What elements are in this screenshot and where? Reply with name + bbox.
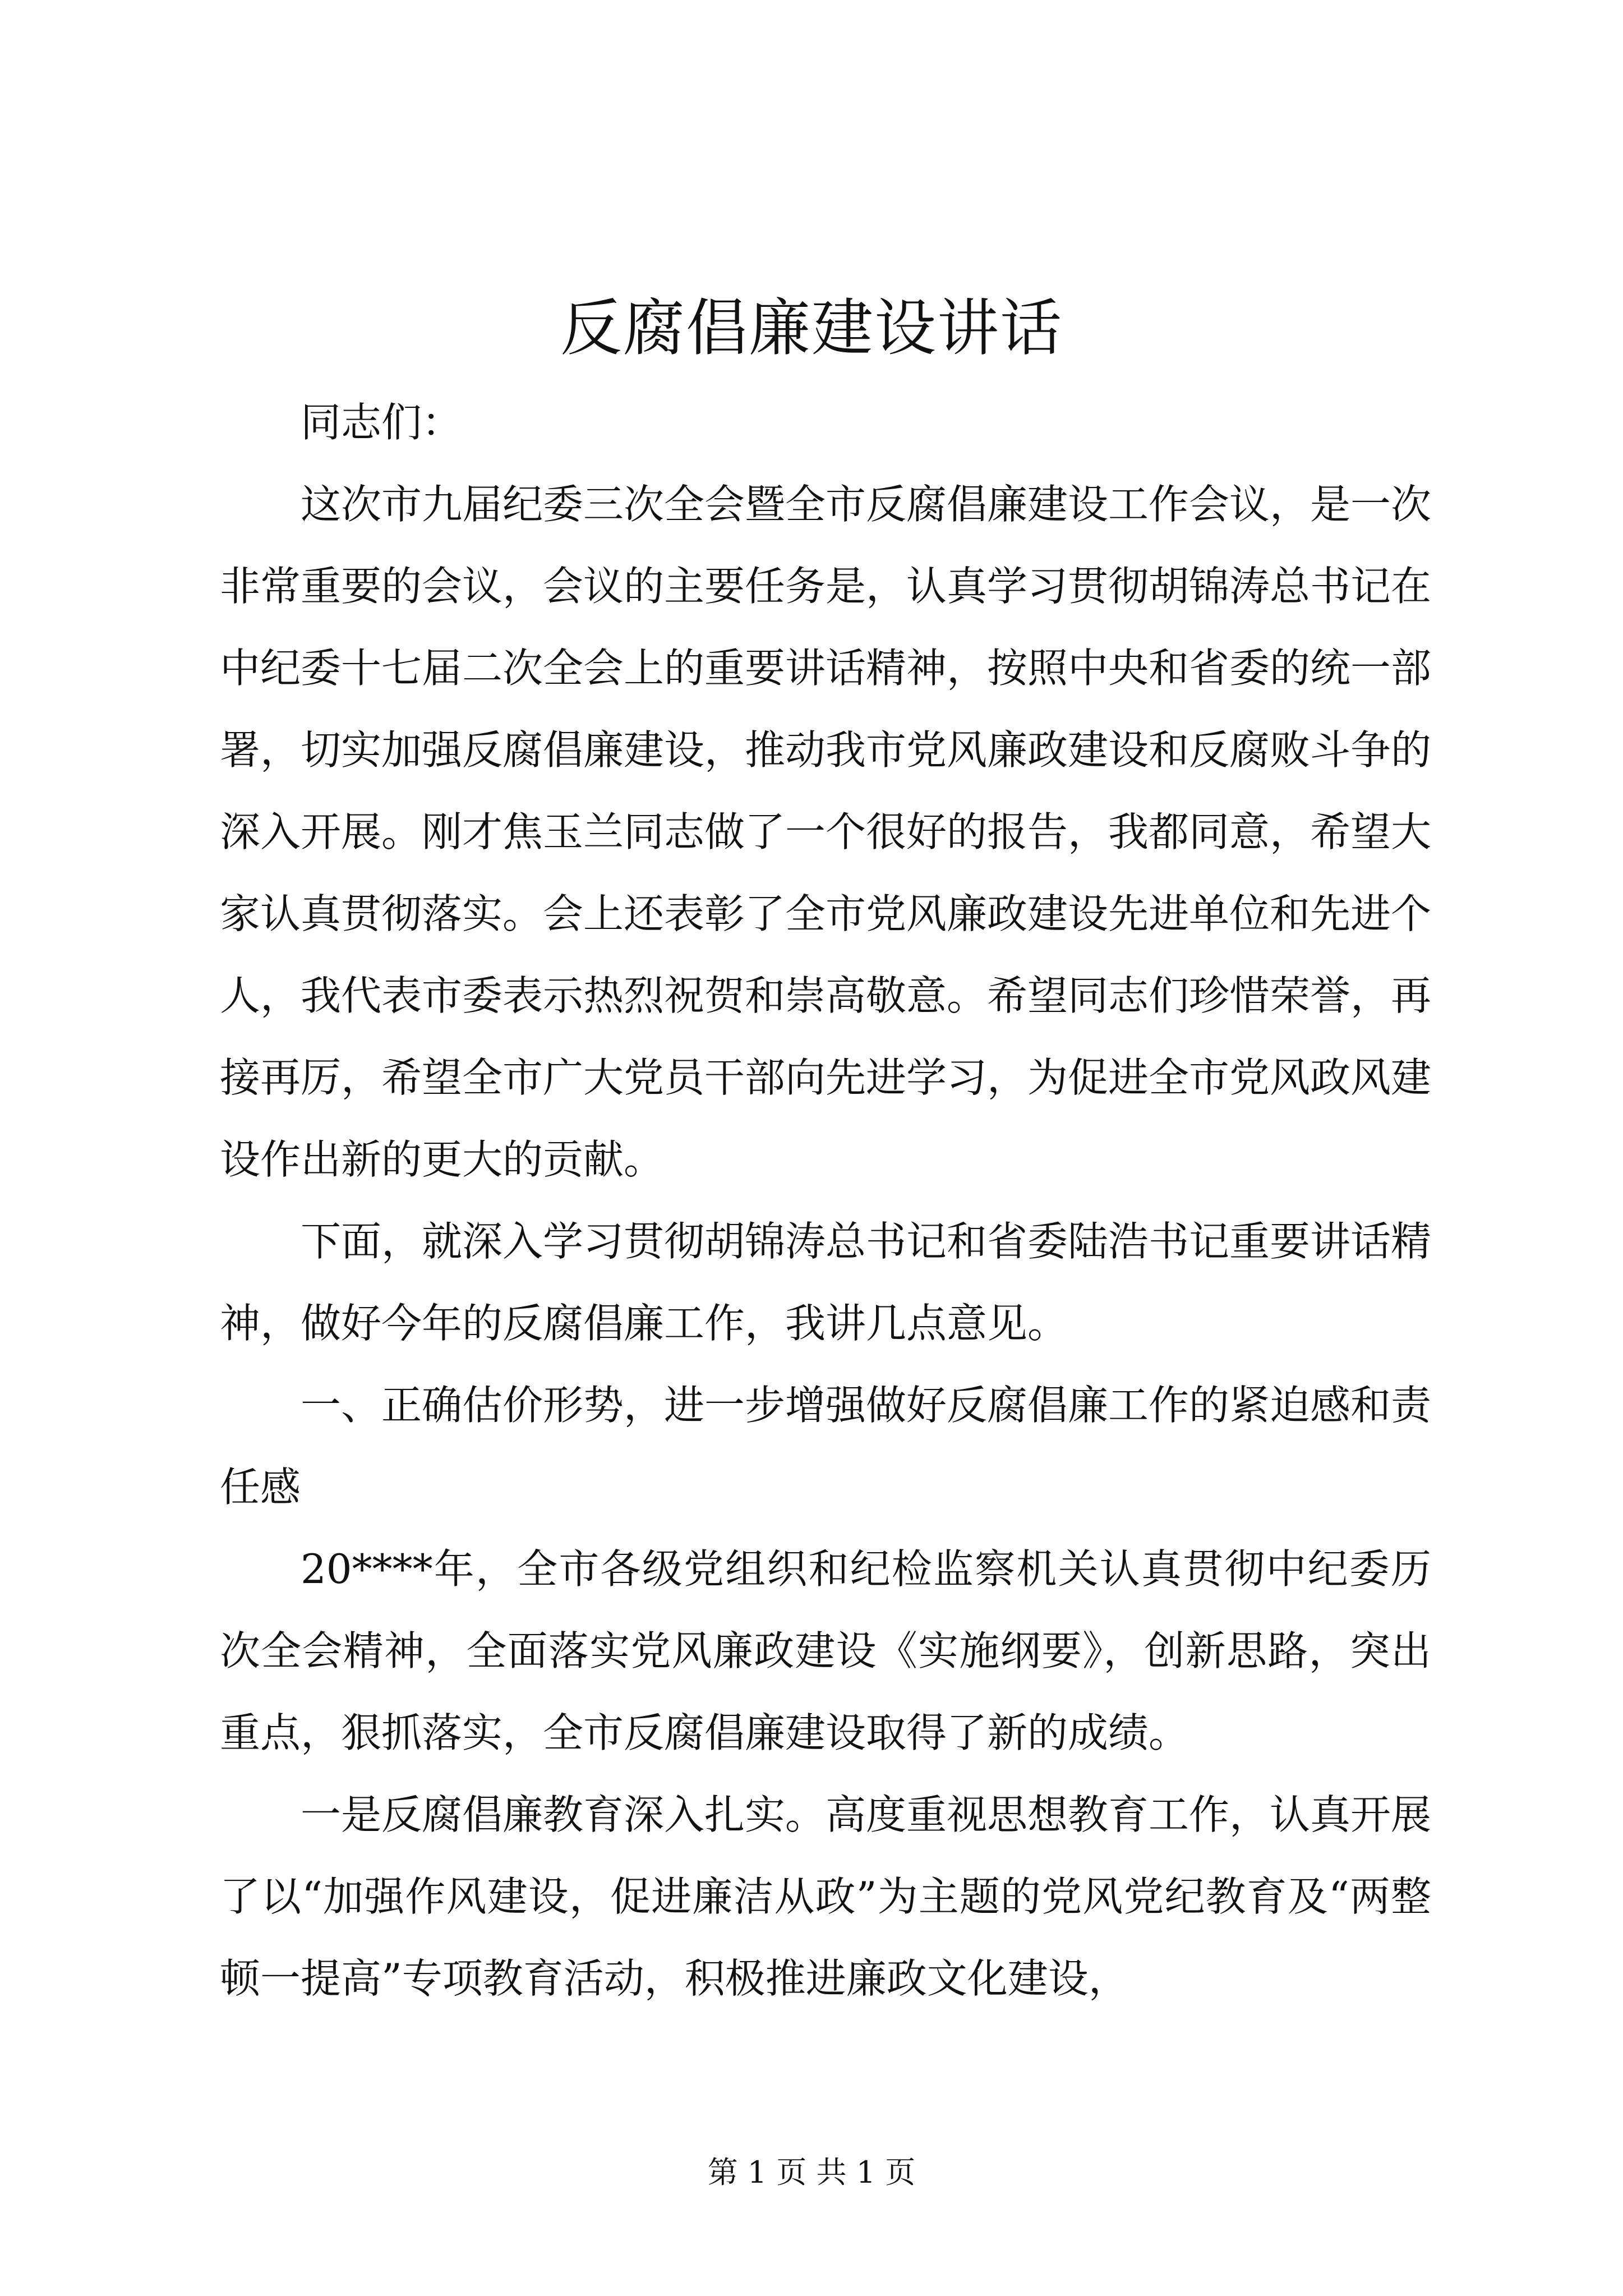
paragraph-2: 下面，就深入学习贯彻胡锦涛总书记和省委陆浩书记重要讲话精神，做好今年的反腐倡廉工作，我讲几点意见。: [220, 1218, 1432, 1347]
paragraph-3: 20****年，全市各级党组织和纪检监察机关认真贯彻中纪委历次全会精神，全面落实党风廉政建设《实施纲要》，创新思路，突出重点，狠抓落实，全市反腐倡廉建设取得了新的成绩。: [220, 1545, 1431, 1756]
page-footer: 第 1 页 共 1 页: [707, 2155, 916, 2190]
document-body: [220, 381, 1431, 2019]
paragraph-4: 一是反腐倡廉教育深入扎实。高度重视思想教育工作，认真开展了以“加强作风建设，促进廉洁从政”为主题的党风党纪教育及“两整顿一提高”专项教育活动，积极推进廉政文化建设，: [220, 1791, 1432, 2002]
document-title: 反腐倡廉建设讲话: [560, 292, 1063, 364]
section-heading-1: 一、正确估价形势，进一步增强做好反腐倡廉工作的紧迫感和责任感: [220, 1382, 1432, 1511]
paragraph-1: 这次市九届纪委三次全会暨全市反腐倡廉建设工作会议，是一次非常重要的会议，会议的主要任务是，认真学习贯彻胡锦涛总书记在中纪委十七届二次全会上的重要讲话精神，按照中央和省委的统一部署，切实加强反腐倡廉建设，推动我市党风廉政建设和反腐败斗争的深入开展。刚才焦玉兰同志做了一个很好的报告，我都同意，希望大家认真贯彻落实。会上还表彰了全市党风廉政建设先进单位和先进个人，我代表市委表示热烈祝贺和崇高敬意。希望同志们珍惜荣誉，再接再厉，希望全市广大党员干部向先进学习，为促进全市党风政风建设作出新的更大的贡献。: [220, 481, 1432, 1183]
salutation: 同志们：: [301, 399, 463, 446]
